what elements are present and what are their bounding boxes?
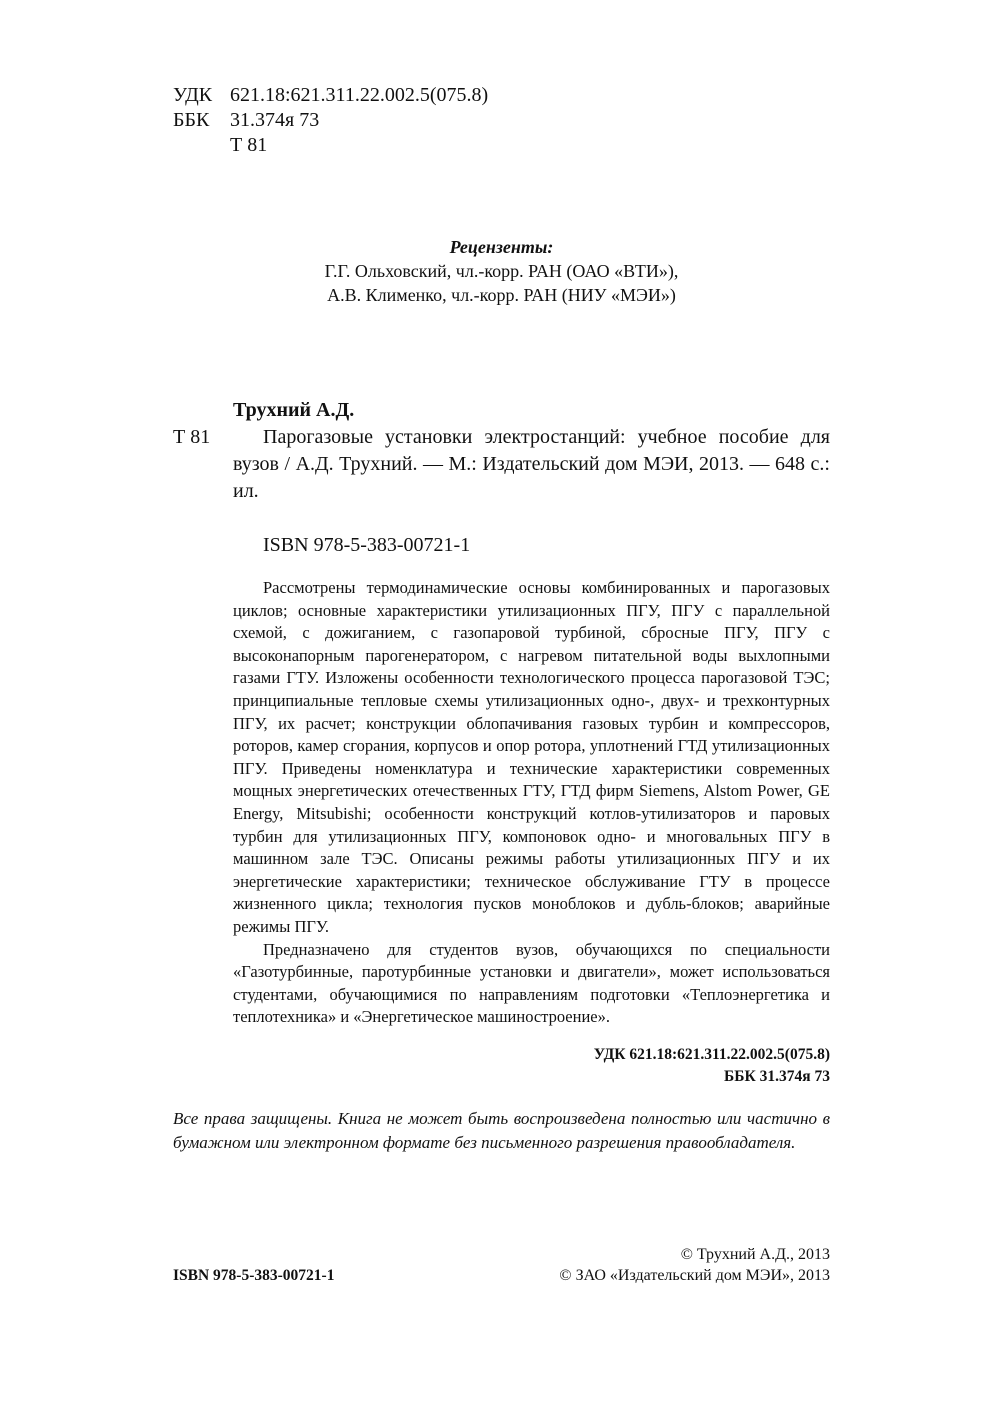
bibliographic-description: Парогазовые установки электростанций: учебное пособие для вузов / А.Д. Трухний. — М.: Издательский дом МЭИ, 2013. — 648 с.: ил. xyxy=(233,426,830,502)
reviewers-title: Рецензенты: xyxy=(449,237,554,257)
bbk-value: 31.374я 73 xyxy=(230,109,320,131)
copyright-publisher: © ЗАО «Издательский дом МЭИ», 2013 xyxy=(559,1267,830,1284)
copyright-author: © Трухний А.Д., 2013 xyxy=(680,1246,830,1263)
author-name: Трухний А.Д. xyxy=(233,399,355,421)
udk-row xyxy=(173,83,488,108)
entry-isbn: ISBN 978-5-383-00721-1 xyxy=(263,534,471,556)
entry-code: Т 81 xyxy=(173,426,211,448)
bbk-label: ББК xyxy=(173,109,210,131)
rights-notice: Все права защищены. Книга не может быть воспроизведена полностью или частично в бумажном или электронном формате без письменного разрешения правообладателя. xyxy=(173,1109,830,1152)
udk-value: 621.18:621.311.22.002.5(075.8) xyxy=(230,84,489,106)
classification-block xyxy=(173,83,488,158)
udk-code: УДК 621.18:621.311.22.002.5(075.8) xyxy=(593,1046,830,1063)
bibliographic-description-row xyxy=(173,424,830,505)
classification-codes-right xyxy=(594,1044,830,1088)
author-mark: Т 81 xyxy=(230,134,268,156)
udk-label: УДК xyxy=(173,84,213,106)
bibliographic-entry xyxy=(173,397,830,559)
abstract-paragraph: Рассмотрены термодинамические основы комбинированных и парогазовых циклов; основные характеристики утилизационных ПГУ, ПГУ с параллельной схемой, с дожиганием, с газопаровой турбиной, сбросные ПГУ, ПГУ с высоконапорным парогенератором, с нагревом питательной воды выхлопными газами ГТУ. Изложены особенности технологического процесса парогазовой ТЭС; принципиальные тепловые схемы утилизационных одно-, двух- и трехконтурных ПГУ, их расчет; конструкции облопачивания газовых турбин и компрессоров, роторов, камер сгорания, корпусов и опор ротора, уплотнений ГТД утилизационных ПГУ. Приведены номенклатура и технические характеристики современных мощных энергетических отечественных ГТУ, ГТД фирм Siemens, Alstom Power, GE Energy, Mitsubishi; особенности конструкций котлов-утилизаторов и паровых турбин для утилизационных ПГУ, компоновок одно- и многовальных ПГУ в машинном зале ТЭС. Описаны режимы работы утилизационных ПГУ и их энергетические характеристики; техническое обслуживание ГТУ в процессе жизненного цикла; технология пусков моноблоков и дубль-блоков; аварийные режимы ПГУ. xyxy=(233,578,830,936)
reviewers-block xyxy=(173,235,830,307)
reviewer-line: Г.Г. Ольховский, чл.-корр. РАН (ОАО «ВТИ»), xyxy=(324,261,679,281)
abstract-paragraph: Предназначено для студентов вузов, обучающихся по специальности «Газотурбинные, паротурбинные установки и двигатели», может использоваться студентами, обучающимися по направлениям подготовки «Теплоэнергетика и теплотехника» и «Энергетическое машиностроение». xyxy=(233,939,830,1027)
reviewer-line: А.В. Клименко, чл.-корр. РАН (НИУ «МЭИ») xyxy=(327,285,676,305)
copyright-block xyxy=(559,1244,830,1286)
bbk-code: ББК 31.374я 73 xyxy=(724,1068,830,1085)
abstract xyxy=(233,577,830,1029)
author-mark-row xyxy=(173,133,488,158)
bbk-row xyxy=(173,108,488,133)
footer-isbn: ISBN 978-5-383-00721-1 xyxy=(173,1267,335,1284)
